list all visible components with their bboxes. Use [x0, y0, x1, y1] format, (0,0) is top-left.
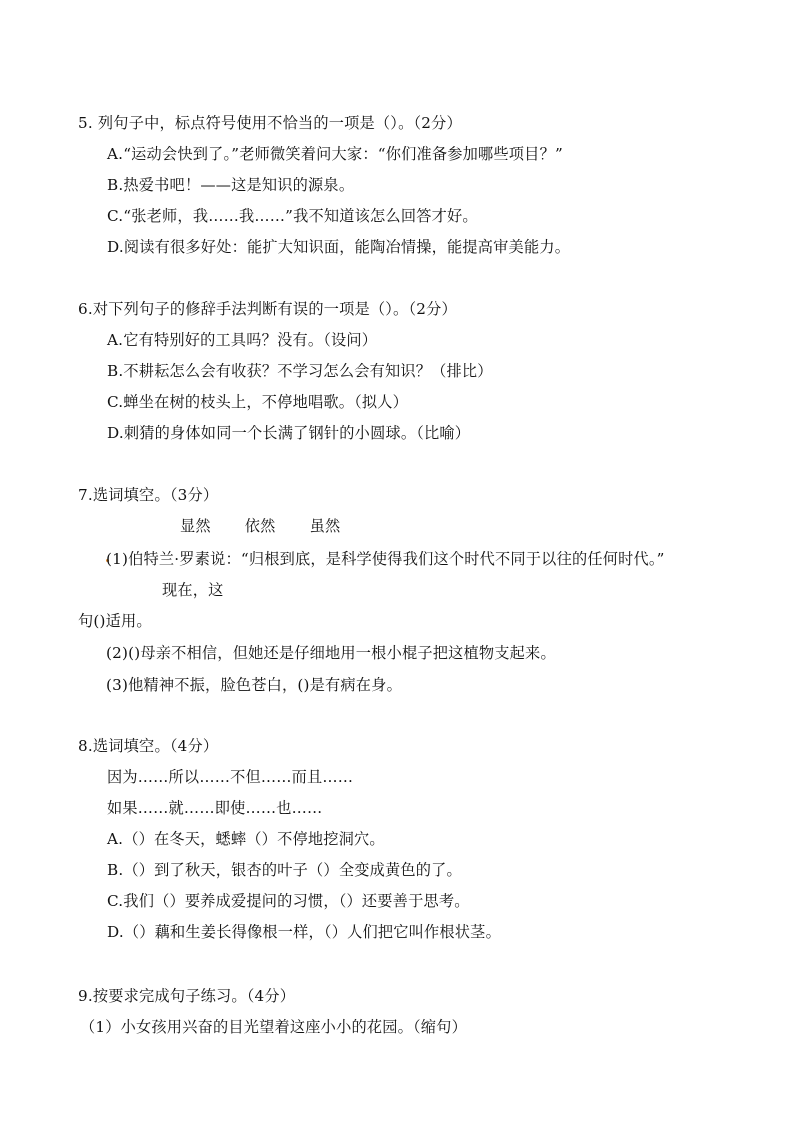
q5-option-b: B.热爱书吧！——这是知识的源泉。 [107, 176, 355, 194]
q7-word-bank [180, 516, 340, 536]
q7-word-3: 虽然 [309, 517, 341, 535]
q7-stem: 7.选词填空。（3分） [78, 486, 219, 504]
q6-option-c: C.蝉坐在树的枝头上，不停地唱歌。（拟人） [107, 393, 409, 411]
q8-option-c: C.我们（）要养成爱提问的习惯，（）还要善于思考。 [107, 892, 470, 910]
q6-stem: 6.对下列句子的修辞手法判断有误的一项是（）。（2分） [78, 300, 457, 318]
q7-sentence-2: (2)()母亲不相信，但她还是仔细地用一根小棍子把这植物支起来。 [106, 644, 556, 662]
q7-sentence-1-end: 句()适用。 [78, 612, 152, 630]
q6-option-a: A.它有特别好的工具吗？没有。（设问） [107, 331, 378, 349]
q7-sentence-3: (3)他精神不振，脸色苍白，()是有病在身。 [106, 676, 402, 694]
q8-stem: 8.选词填空。（4分） [78, 737, 219, 755]
q9-sentence-1: （1）小女孩用兴奋的目光望着这座小小的花园。（缩句） [80, 1018, 467, 1036]
q8-option-b: B.（）到了秋天，银杏的叶子（）全变成黄色的了。 [107, 861, 462, 879]
q8-word-bank-1: 因为……所以……不但……而且…… [107, 768, 354, 786]
q7-word-2: 依然 [244, 517, 276, 535]
q7-sentence-1: (1)伯特兰·罗素说：“归根到底，是科学使得我们这个时代不同于以往的任何时代。” [106, 550, 665, 568]
q5-stem: 5. 列句子中，标点符号使用不恰当的一项是（）。（2分） [78, 114, 462, 132]
q5-option-d: D.阅读有很多好处：能扩大知识面，能陶冶情操，能提高审美能力。 [107, 238, 571, 256]
q9-stem: 9.按要求完成句子练习。（4分） [78, 987, 296, 1005]
q5-option-c: C.“张老师，我……我……”我不知道该怎么回答才好。 [107, 207, 478, 225]
q8-word-bank-2: 如果……就……即使……也…… [107, 799, 323, 817]
q7-word-1: 显然 [180, 517, 211, 535]
q6-option-b: B.不耕耘怎么会有收获？不学习怎么会有知识？（排比） [107, 362, 493, 380]
q8-option-a: A.（）在冬天，蟋蟀（）不停地挖洞穴。 [107, 830, 385, 848]
q8-option-d: D.（）藕和生姜长得像根一样，（）人们把它叫作根状茎。 [107, 923, 501, 941]
q5-option-a: A.“运动会快到了。”老师微笑着问大家：“你们准备参加哪些项目？” [107, 145, 563, 163]
q7-sentence-1-cont: 现在，这 [162, 581, 224, 599]
q6-option-d: D.刺猜的身体如同一个长满了钢针的小圆球。（比喻） [107, 424, 471, 442]
